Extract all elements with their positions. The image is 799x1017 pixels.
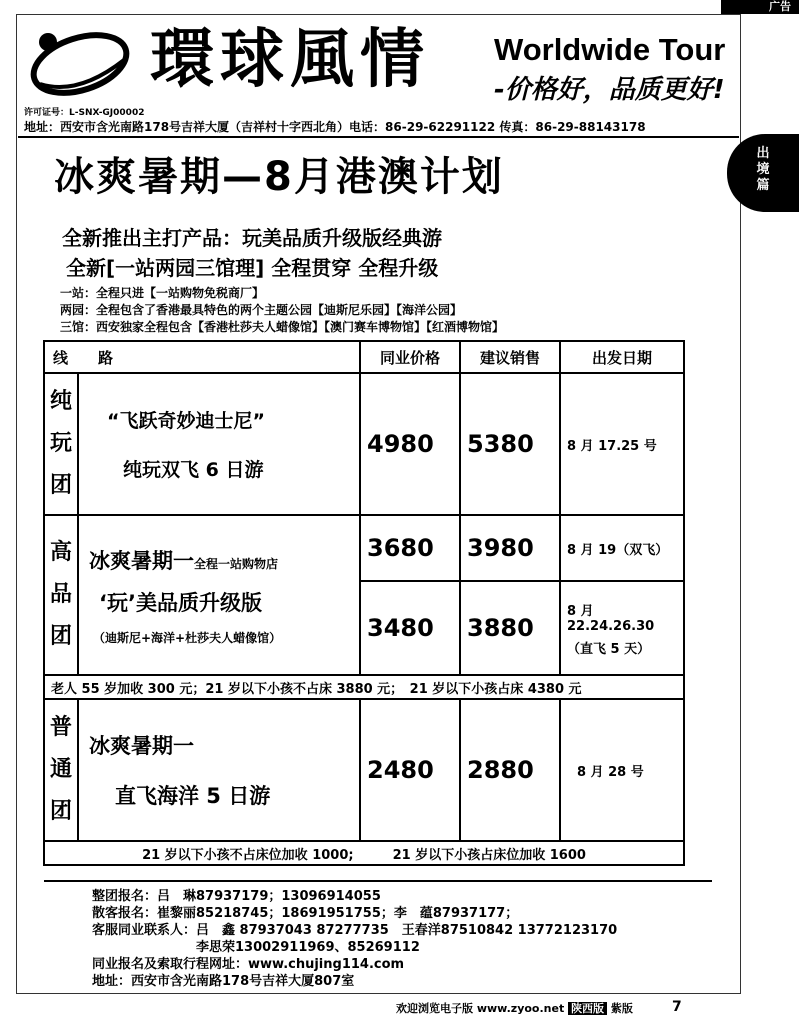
route-tagline: 全程一站购物店 <box>194 556 279 571</box>
contact-group: 整团报名：吕 琳87937179；13096914055 <box>92 889 381 904</box>
category-pure <box>44 373 78 515</box>
contact-service-extra: 李思荣13002911969、85269112 <box>92 940 420 955</box>
retail-price: 3880 <box>460 581 560 675</box>
footer <box>396 1000 633 1016</box>
route-title: 冰爽暑期一 <box>89 734 194 758</box>
departure-date: 8 月 19（双飞） <box>560 515 684 581</box>
contact-website[interactable]: 同业报名及索取行程网址：www.chujing114.com <box>92 957 405 972</box>
departure-date: 8 月 17.25 号 <box>560 373 684 515</box>
subhead-2: 全新[一站两园三馆理] 全程贯穿 全程升级 <box>66 256 439 280</box>
route-desc-regular <box>78 699 360 841</box>
route-desc-pure <box>78 373 360 515</box>
table-row <box>44 373 684 515</box>
route-title: “飞跃奇妙迪士尼” <box>107 410 265 432</box>
category-char: 品 <box>49 582 72 607</box>
footer-edition-box: 陕西版 <box>568 1002 607 1015</box>
category-char: 团 <box>49 624 72 649</box>
ad-tag: 广告 <box>721 0 799 14</box>
route-desc-premium <box>78 515 360 675</box>
category-char: 高 <box>49 540 72 565</box>
trade-price: 2480 <box>360 699 460 841</box>
table-row <box>44 699 684 841</box>
page-number: 7 <box>672 999 682 1015</box>
date-note: （直飞 5 天） <box>567 641 651 657</box>
category-regular <box>44 699 78 841</box>
section-tab-char: 境 <box>756 162 770 177</box>
route-subtitle: 纯玩双飞 6 日游 <box>123 459 264 481</box>
table-row <box>44 515 684 581</box>
trade-price: 4980 <box>360 373 460 515</box>
brand-name-cn: 環球風情 <box>150 23 430 97</box>
category-char: 纯 <box>49 389 72 414</box>
route-subtitle: ‘玩’美品质升级版 <box>99 590 262 615</box>
globe-logo-icon <box>28 24 132 102</box>
header-divider <box>18 136 739 138</box>
table-row <box>44 675 684 699</box>
footer-edition: 紫版 <box>610 1002 633 1015</box>
subhead-1: 全新推出主打产品：玩美品质升级版经典游 <box>62 226 442 250</box>
section-tab-char: 出 <box>756 146 770 161</box>
header-trade-price: 同业价格 <box>360 341 460 373</box>
route-title: 冰爽暑期一 <box>89 548 194 573</box>
section-tab <box>727 134 799 212</box>
note-three-museums: 三馆：西安独家全程包含【香港杜莎夫人蜡像馆】【澳门赛车博物馆】【红酒博物馆】 <box>60 320 505 334</box>
contact-address: 地址：西安市含光南路178号吉祥大厦807室 <box>92 974 355 989</box>
table-header <box>44 341 684 373</box>
premium-surcharge: 老人 55 岁加收 300 元；21 岁以下小孩不占床 3880 元； 21 岁以下小孩占床 4380 元 <box>44 675 684 699</box>
regular-surcharge: 21 岁以下小孩不占床位加收 1000; 21 岁以下小孩占床位加收 1600 <box>44 841 684 865</box>
contact-service: 客服同业联系人：吕 鑫 87937043 87277735 王春洋87510842 13772123170 <box>92 923 618 938</box>
brand-name-en: Worldwide Tour <box>494 32 726 67</box>
category-char: 通 <box>49 757 72 782</box>
footer-text[interactable]: 欢迎浏览电子版 www.zyoo.net <box>396 1002 565 1015</box>
trade-price: 3480 <box>360 581 460 675</box>
retail-price: 5380 <box>460 373 560 515</box>
category-char: 玩 <box>49 431 72 456</box>
note-one-stop: 一站：全程只进【一站购物免税商厂】 <box>60 286 265 300</box>
trade-price: 3680 <box>360 515 460 581</box>
header-date: 出发日期 <box>560 341 684 373</box>
slogan: -价格好，品质更好! <box>494 75 725 105</box>
category-char: 普 <box>49 715 72 740</box>
table-row <box>44 841 684 865</box>
note-two-parks: 两园：全程包含了香港最具特色的两个主题公园【迪斯尼乐园】【海洋公园】 <box>60 303 463 317</box>
retail-price: 2880 <box>460 699 560 841</box>
contact-individual: 散客报名：崔黎丽85218745；18691951755；李 蕴87937177； <box>92 906 519 921</box>
header-retail-price: 建议销售 <box>460 341 560 373</box>
departure-date: 8 月 28 号 <box>560 699 684 841</box>
contact-divider <box>44 880 712 882</box>
category-char: 团 <box>49 799 72 824</box>
license-number: 许可证号：L-SNX-GJ00002 <box>24 108 145 118</box>
category-premium <box>44 515 78 675</box>
company-address: 地址：西安市含光南路178号吉祥大厦（吉祥村十字西北角）电话：86-29-62291122 传真：86-29-88143178 <box>24 120 646 134</box>
section-tab-char: 篇 <box>756 178 770 193</box>
contact-block <box>92 888 617 990</box>
departure-date <box>560 581 684 675</box>
date-list: 8 月 22.24.26.30 <box>567 603 655 634</box>
route-subtitle: 直飞海洋 5 日游 <box>115 784 271 808</box>
route-table <box>43 340 685 866</box>
category-char: 团 <box>49 473 72 498</box>
retail-price: 3980 <box>460 515 560 581</box>
headline: 冰爽暑期—8月港澳计划 <box>54 154 504 200</box>
header-route: 线 路 <box>44 341 360 373</box>
route-inclusions: （迪斯尼+海洋+杜莎夫人蜡像馆） <box>93 630 282 645</box>
